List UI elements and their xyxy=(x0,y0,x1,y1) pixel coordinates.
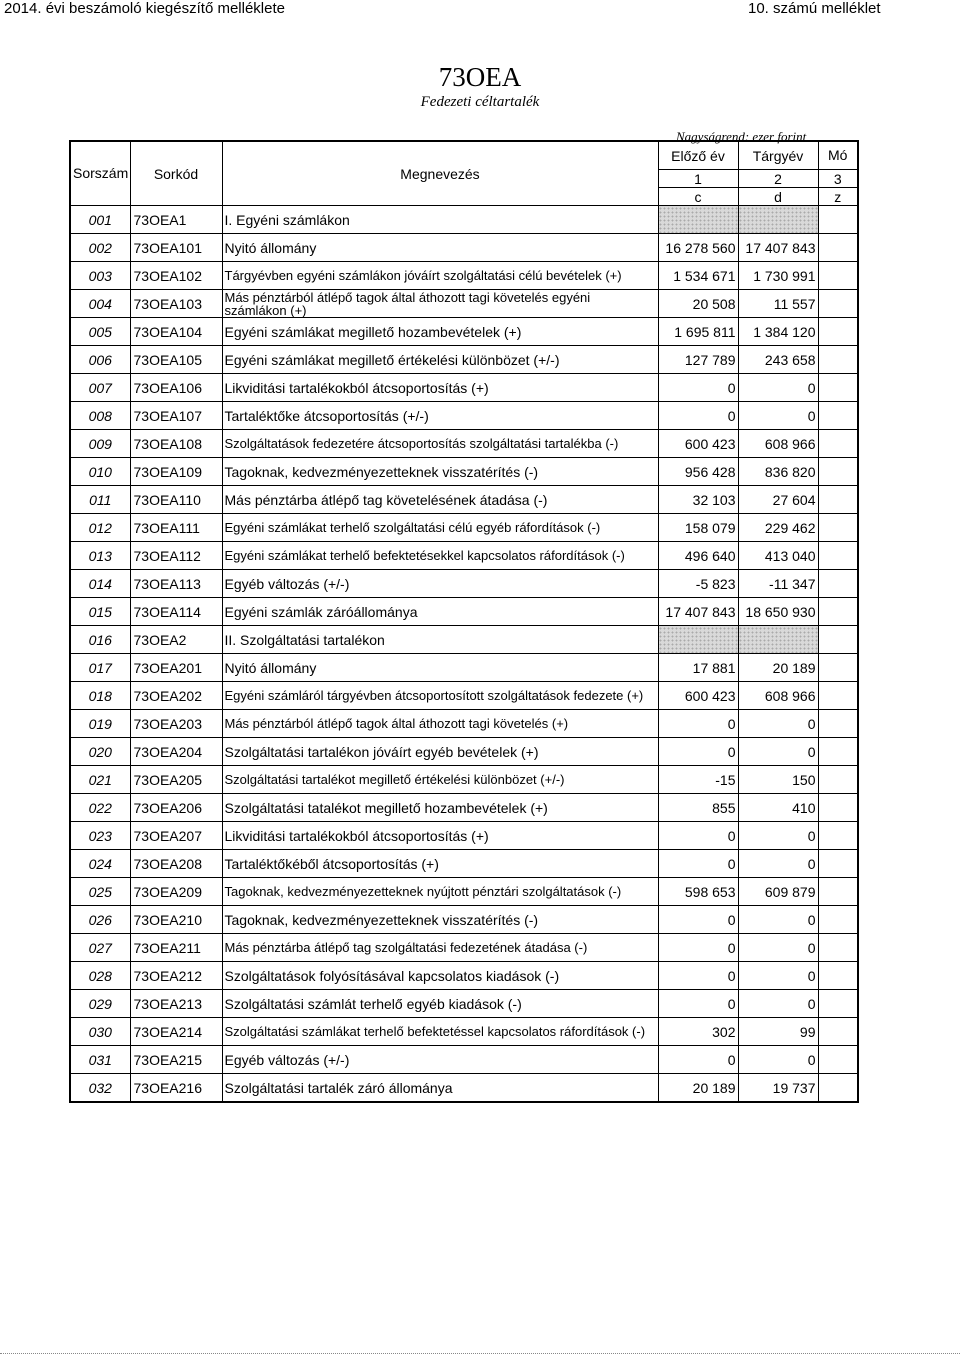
row-name: Tárgyévben egyéni számlákon jóváírt szolgáltatási célú bevételek (+) xyxy=(222,262,658,290)
row-code: 73OEA211 xyxy=(130,934,222,962)
row-mod xyxy=(818,346,858,374)
table-row xyxy=(70,710,858,738)
row-prev-year: -5 823 xyxy=(658,570,738,598)
row-name: Szolgáltatások folyósításával kapcsolatos kiadások (-) xyxy=(222,962,658,990)
row-number: 027 xyxy=(70,934,130,962)
row-prev-year: 20 508 xyxy=(658,290,738,318)
row-code: 73OEA101 xyxy=(130,234,222,262)
row-name: Szolgáltatási tartalék záró állománya xyxy=(222,1074,658,1103)
table-row xyxy=(70,486,858,514)
row-number: 012 xyxy=(70,514,130,542)
row-number: 005 xyxy=(70,318,130,346)
row-number: 010 xyxy=(70,458,130,486)
table-row xyxy=(70,906,858,934)
table-row xyxy=(70,990,858,1018)
table-row xyxy=(70,1074,858,1103)
table-row xyxy=(70,850,858,878)
row-number: 030 xyxy=(70,1018,130,1046)
report-header-left: 2014. évi beszámoló kiegészítő melléklete xyxy=(4,0,285,17)
row-current-year: 609 879 xyxy=(738,878,818,906)
row-prev-year: 0 xyxy=(658,906,738,934)
row-name: Más pénztárba átlépő tag szolgáltatási fedezetének átadása (-) xyxy=(222,934,658,962)
row-number: 015 xyxy=(70,598,130,626)
row-name: Más pénztárból átlépő tagok által áthozott tagi követelés egyéni számlákon (+) xyxy=(222,290,658,318)
row-prev-year: 17 407 843 xyxy=(658,598,738,626)
row-current-year: 11 557 xyxy=(738,290,818,318)
row-code: 73OEA106 xyxy=(130,374,222,402)
row-mod xyxy=(818,1074,858,1103)
row-code: 73OEA213 xyxy=(130,990,222,1018)
row-name: Tartaléktőke átcsoportosítás (+/-) xyxy=(222,402,658,430)
row-code: 73OEA201 xyxy=(130,654,222,682)
row-number: 029 xyxy=(70,990,130,1018)
row-number: 025 xyxy=(70,878,130,906)
row-code: 73OEA204 xyxy=(130,738,222,766)
row-current-year: 0 xyxy=(738,822,818,850)
row-mod xyxy=(818,570,858,598)
row-mod xyxy=(818,794,858,822)
row-name: Tagoknak, kedvezményezetteknek visszatérítés (-) xyxy=(222,458,658,486)
table-row xyxy=(70,878,858,906)
row-prev-year: 0 xyxy=(658,738,738,766)
col-letter-z: z xyxy=(818,188,858,206)
row-name: Tagoknak, kedvezményezetteknek nyújtott pénztári szolgáltatások (-) xyxy=(222,878,658,906)
row-name: Egyéni számlákat terhelő szolgáltatási célú egyéb ráfordítások (-) xyxy=(222,514,658,542)
row-number: 031 xyxy=(70,1046,130,1074)
row-name: Egyéni számlákat terhelő befektetésekkel kapcsolatos ráfordítások (-) xyxy=(222,542,658,570)
row-name: Nyitó állomány xyxy=(222,234,658,262)
row-number: 007 xyxy=(70,374,130,402)
row-current-year: 19 737 xyxy=(738,1074,818,1103)
row-name: Egyéni számlák záróállománya xyxy=(222,598,658,626)
row-current-year xyxy=(738,626,818,654)
row-number: 020 xyxy=(70,738,130,766)
row-number: 023 xyxy=(70,822,130,850)
table-row xyxy=(70,206,858,234)
row-code: 73OEA102 xyxy=(130,262,222,290)
row-number: 028 xyxy=(70,962,130,990)
row-current-year: 0 xyxy=(738,850,818,878)
row-code: 73OEA205 xyxy=(130,766,222,794)
table-row xyxy=(70,934,858,962)
row-current-year: 18 650 930 xyxy=(738,598,818,626)
row-prev-year: -15 xyxy=(658,766,738,794)
col-number-1: 1 xyxy=(658,170,738,188)
row-prev-year: 158 079 xyxy=(658,514,738,542)
row-prev-year: 598 653 xyxy=(658,878,738,906)
row-mod xyxy=(818,906,858,934)
row-prev-year: 32 103 xyxy=(658,486,738,514)
row-current-year: 413 040 xyxy=(738,542,818,570)
row-prev-year xyxy=(658,626,738,654)
col-number-3: 3 xyxy=(818,170,858,188)
row-code: 73OEA216 xyxy=(130,1074,222,1103)
row-current-year: 243 658 xyxy=(738,346,818,374)
row-name: Szolgáltatások fedezetére átcsoportosítás szolgáltatási tartalékba (-) xyxy=(222,430,658,458)
table-row xyxy=(70,514,858,542)
row-code: 73OEA203 xyxy=(130,710,222,738)
row-current-year: 1 730 991 xyxy=(738,262,818,290)
row-current-year: 410 xyxy=(738,794,818,822)
row-mod xyxy=(818,318,858,346)
table-row xyxy=(70,682,858,710)
row-name: Nyitó állomány xyxy=(222,654,658,682)
table-row xyxy=(70,1018,858,1046)
row-mod xyxy=(818,1046,858,1074)
col-header-targyev: Tárgyév xyxy=(738,141,818,170)
col-letter-d: d xyxy=(738,188,818,206)
row-mod xyxy=(818,710,858,738)
table-row xyxy=(70,430,858,458)
row-prev-year: 0 xyxy=(658,990,738,1018)
row-number: 014 xyxy=(70,570,130,598)
row-current-year: 150 xyxy=(738,766,818,794)
row-code: 73OEA210 xyxy=(130,906,222,934)
table-row xyxy=(70,738,858,766)
row-mod xyxy=(818,934,858,962)
row-prev-year: 16 278 560 xyxy=(658,234,738,262)
row-prev-year: 127 789 xyxy=(658,346,738,374)
row-prev-year: 0 xyxy=(658,822,738,850)
row-name: Egyéni számlákat megillető értékelési különbözet (+/-) xyxy=(222,346,658,374)
row-mod xyxy=(818,626,858,654)
row-mod xyxy=(818,206,858,234)
row-prev-year: 0 xyxy=(658,402,738,430)
row-name: Likviditási tartalékokból átcsoportosítás (+) xyxy=(222,374,658,402)
row-prev-year: 17 881 xyxy=(658,654,738,682)
row-number: 032 xyxy=(70,1074,130,1103)
row-code: 73OEA208 xyxy=(130,850,222,878)
row-prev-year: 0 xyxy=(658,374,738,402)
row-code: 73OEA109 xyxy=(130,458,222,486)
table-row xyxy=(70,262,858,290)
table-row xyxy=(70,374,858,402)
table-row xyxy=(70,234,858,262)
row-current-year: 0 xyxy=(738,934,818,962)
table-row xyxy=(70,822,858,850)
row-mod xyxy=(818,682,858,710)
row-current-year: 229 462 xyxy=(738,514,818,542)
table-row xyxy=(70,598,858,626)
page-title: 73OEA xyxy=(438,62,522,92)
row-current-year: 17 407 843 xyxy=(738,234,818,262)
page-subtitle: Fedezeti céltartalék xyxy=(420,94,540,110)
row-name: Szolgáltatási tartalékot megillető értékelési különbözet (+/-) xyxy=(222,766,658,794)
row-mod xyxy=(818,458,858,486)
row-number: 018 xyxy=(70,682,130,710)
row-code: 73OEA1 xyxy=(130,206,222,234)
row-mod xyxy=(818,850,858,878)
row-number: 002 xyxy=(70,234,130,262)
col-header-sorkod: Sorkód xyxy=(130,141,222,206)
row-code: 73OEA111 xyxy=(130,514,222,542)
row-mod xyxy=(818,290,858,318)
table-row xyxy=(70,766,858,794)
row-code: 73OEA105 xyxy=(130,346,222,374)
table-row xyxy=(70,626,858,654)
table-row xyxy=(70,318,858,346)
row-code: 73OEA114 xyxy=(130,598,222,626)
row-mod xyxy=(818,234,858,262)
row-name: Tagoknak, kedvezményezetteknek visszatérítés (-) xyxy=(222,906,658,934)
row-mod xyxy=(818,262,858,290)
row-name: Egyéni számláról tárgyévben átcsoportosított szolgáltatások fedezete (+) xyxy=(222,682,658,710)
row-mod xyxy=(818,962,858,990)
row-number: 024 xyxy=(70,850,130,878)
row-current-year: 1 384 120 xyxy=(738,318,818,346)
table-row xyxy=(70,402,858,430)
row-mod xyxy=(818,822,858,850)
row-prev-year: 496 640 xyxy=(658,542,738,570)
row-current-year: 20 189 xyxy=(738,654,818,682)
row-mod xyxy=(818,766,858,794)
row-current-year: 0 xyxy=(738,906,818,934)
row-prev-year: 1 695 811 xyxy=(658,318,738,346)
row-name: Más pénztárba átlépő tag követelésének átadása (-) xyxy=(222,486,658,514)
row-name: Egyéni számlákat megillető hozambevételek (+) xyxy=(222,318,658,346)
row-code: 73OEA206 xyxy=(130,794,222,822)
col-header-mod: Mó xyxy=(818,141,858,170)
row-mod xyxy=(818,878,858,906)
row-mod xyxy=(818,486,858,514)
row-prev-year: 855 xyxy=(658,794,738,822)
row-name: Szolgáltatási tartalékon jóváírt egyéb bevételek (+) xyxy=(222,738,658,766)
row-number: 004 xyxy=(70,290,130,318)
row-mod xyxy=(818,514,858,542)
row-name: Szolgáltatási tatalékot megillető hozambevételek (+) xyxy=(222,794,658,822)
row-number: 001 xyxy=(70,206,130,234)
row-current-year: 0 xyxy=(738,962,818,990)
row-prev-year xyxy=(658,206,738,234)
row-current-year: -11 347 xyxy=(738,570,818,598)
table-row xyxy=(70,346,858,374)
col-number-2: 2 xyxy=(738,170,818,188)
row-code: 73OEA214 xyxy=(130,1018,222,1046)
table-row xyxy=(70,290,858,318)
row-number: 021 xyxy=(70,766,130,794)
row-name: Tartaléktőkéből átcsoportosítás (+) xyxy=(222,850,658,878)
row-name: Más pénztárból átlépő tagok által áthozott tagi követelés (+) xyxy=(222,710,658,738)
row-mod xyxy=(818,402,858,430)
row-current-year: 99 xyxy=(738,1018,818,1046)
row-name: II. Szolgáltatási tartalékon xyxy=(222,626,658,654)
row-number: 019 xyxy=(70,710,130,738)
row-mod xyxy=(818,598,858,626)
row-number: 009 xyxy=(70,430,130,458)
row-name: Szolgáltatási számlákat terhelő befektetéssel kapcsolatos ráfordítások (-) xyxy=(222,1018,658,1046)
row-number: 008 xyxy=(70,402,130,430)
table-row xyxy=(70,458,858,486)
row-current-year: 0 xyxy=(738,1046,818,1074)
unit-note: Nagyságrend: ezer forint xyxy=(676,129,807,144)
row-name: Egyéb változás (+/-) xyxy=(222,570,658,598)
row-code: 73OEA202 xyxy=(130,682,222,710)
table-row xyxy=(70,1046,858,1074)
row-prev-year: 1 534 671 xyxy=(658,262,738,290)
row-number: 016 xyxy=(70,626,130,654)
row-current-year: 0 xyxy=(738,402,818,430)
col-header-sorszam: Sorszám xyxy=(70,141,130,206)
row-current-year: 0 xyxy=(738,738,818,766)
row-code: 73OEA108 xyxy=(130,430,222,458)
table-body xyxy=(70,206,858,1103)
row-name: Egyéb változás (+/-) xyxy=(222,1046,658,1074)
col-header-megnevezes: Megnevezés xyxy=(222,141,658,206)
table-row xyxy=(70,654,858,682)
row-number: 003 xyxy=(70,262,130,290)
row-name: I. Egyéni számlákon xyxy=(222,206,658,234)
row-code: 73OEA110 xyxy=(130,486,222,514)
row-current-year: 0 xyxy=(738,710,818,738)
col-letter-c: c xyxy=(658,188,738,206)
row-prev-year: 0 xyxy=(658,962,738,990)
row-current-year: 836 820 xyxy=(738,458,818,486)
footer-divider xyxy=(0,1353,960,1354)
row-prev-year: 0 xyxy=(658,710,738,738)
table-row xyxy=(70,794,858,822)
row-mod xyxy=(818,738,858,766)
row-code: 73OEA103 xyxy=(130,290,222,318)
col-header-elozo-ev: Előző év xyxy=(658,141,738,170)
row-code: 73OEA207 xyxy=(130,822,222,850)
report-header-right: 10. számú melléklet xyxy=(748,0,881,17)
row-number: 006 xyxy=(70,346,130,374)
row-prev-year: 600 423 xyxy=(658,682,738,710)
row-mod xyxy=(818,542,858,570)
row-mod xyxy=(818,654,858,682)
row-prev-year: 0 xyxy=(658,934,738,962)
row-code: 73OEA113 xyxy=(130,570,222,598)
row-number: 026 xyxy=(70,906,130,934)
row-number: 017 xyxy=(70,654,130,682)
row-prev-year: 0 xyxy=(658,850,738,878)
row-current-year: 0 xyxy=(738,990,818,1018)
row-code: 73OEA104 xyxy=(130,318,222,346)
row-name: Szolgáltatási számlát terhelő egyéb kiadások (-) xyxy=(222,990,658,1018)
row-code: 73OEA2 xyxy=(130,626,222,654)
row-mod xyxy=(818,430,858,458)
row-code: 73OEA209 xyxy=(130,878,222,906)
row-number: 013 xyxy=(70,542,130,570)
data-table xyxy=(69,140,859,1103)
row-prev-year: 956 428 xyxy=(658,458,738,486)
row-current-year: 608 966 xyxy=(738,682,818,710)
row-prev-year: 600 423 xyxy=(658,430,738,458)
row-code: 73OEA212 xyxy=(130,962,222,990)
row-prev-year: 20 189 xyxy=(658,1074,738,1103)
row-prev-year: 302 xyxy=(658,1018,738,1046)
table-row xyxy=(70,542,858,570)
row-code: 73OEA107 xyxy=(130,402,222,430)
row-current-year: 0 xyxy=(738,374,818,402)
row-code: 73OEA215 xyxy=(130,1046,222,1074)
row-current-year xyxy=(738,206,818,234)
row-code: 73OEA112 xyxy=(130,542,222,570)
row-mod xyxy=(818,1018,858,1046)
row-prev-year: 0 xyxy=(658,1046,738,1074)
row-number: 011 xyxy=(70,486,130,514)
row-mod xyxy=(818,990,858,1018)
row-number: 022 xyxy=(70,794,130,822)
table-row xyxy=(70,962,858,990)
row-current-year: 27 604 xyxy=(738,486,818,514)
row-current-year: 608 966 xyxy=(738,430,818,458)
table-row xyxy=(70,570,858,598)
row-mod xyxy=(818,374,858,402)
row-name: Likviditási tartalékokból átcsoportosítás (+) xyxy=(222,822,658,850)
